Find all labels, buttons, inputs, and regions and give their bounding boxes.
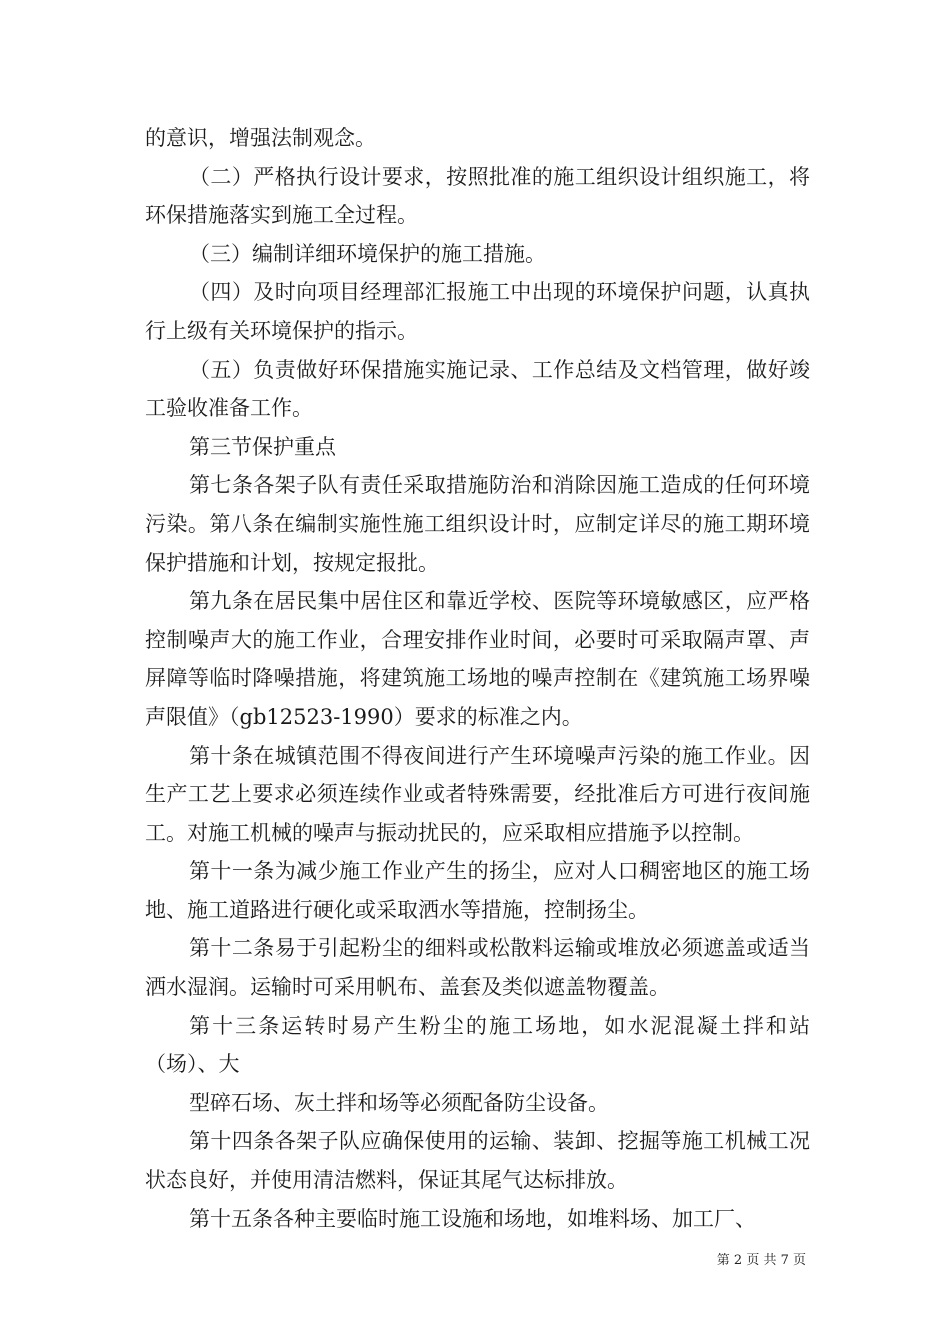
paragraph: 第十二条易于引起粉尘的细料或松散料运输或堆放必须遮盖或适当洒水湿润。运输时可采用帆布、盖套及类似遮盖物覆盖。	[145, 936, 810, 1000]
paragraph: （三）编制详细环境保护的施工措施。	[189, 241, 546, 266]
paragraph: 第十四条各架子队应确保使用的运输、装卸、挖掘等施工机械工况状态良好，并使用清洁燃料，保证其尾气达标排放。	[145, 1129, 810, 1193]
section-heading: 第三节保护重点	[189, 434, 336, 459]
paragraph: （四）及时向项目经理部汇报施工中出现的环境保护问题，认真执行上级有关环境保护的指示。	[145, 280, 810, 343]
paragraph: （五）负责做好环保措施实施记录、工作总结及文档管理，做好竣工验收准备工作。	[145, 357, 810, 421]
paragraph: 第九条在居民集中居住区和靠近学校、医院等环境敏感区，应严格控制噪声大的施工作业，合理安排作业时间，必要时可采取隔声罩、声屏障等临时降噪措施，将建筑施工场地的噪声控制在《建筑施工场界噪声限值》（gb12523-1990）要求的标准之内。	[145, 589, 810, 729]
paragraph: 型碎石场、灰土拌和场等必须配备防尘设备。	[189, 1090, 609, 1115]
document-body	[145, 119, 810, 1238]
page-number-footer: 第 2 页 共 7 页	[716, 1253, 806, 1268]
paragraph: 第十条在城镇范围不得夜间进行产生环境噪声污染的施工作业。因生产工艺上要求必须连续作业或者特殊需要，经批准后方可进行夜间施工。对施工机械的噪声与振动扰民的，应采取相应措施予以控制。	[145, 743, 810, 845]
paragraph: （二）严格执行设计要求，按照批准的施工组织设计组织施工，将环保措施落实到施工全过程。	[145, 164, 810, 228]
paragraph: 第十三条运转时易产生粉尘的施工场地，如水泥混凝土拌和站（场）、大	[145, 1013, 810, 1077]
paragraph: 第十一条为减少施工作业产生的扬尘，应对人口稠密地区的施工场地、施工道路进行硬化或采取洒水等措施，控制扬尘。	[145, 859, 810, 922]
paragraph: 第七条各架子队有责任采取措施防治和消除因施工造成的任何环境污染。第八条在编制实施性施工组织设计时，应制定详尽的施工期环境保护措施和计划，按规定报批。	[145, 473, 810, 575]
paragraph: 的意识，增强法制观念。	[145, 126, 376, 150]
paragraph: 第十五条各种主要临时施工设施和场地，如堆料场、加工厂、	[189, 1206, 756, 1231]
